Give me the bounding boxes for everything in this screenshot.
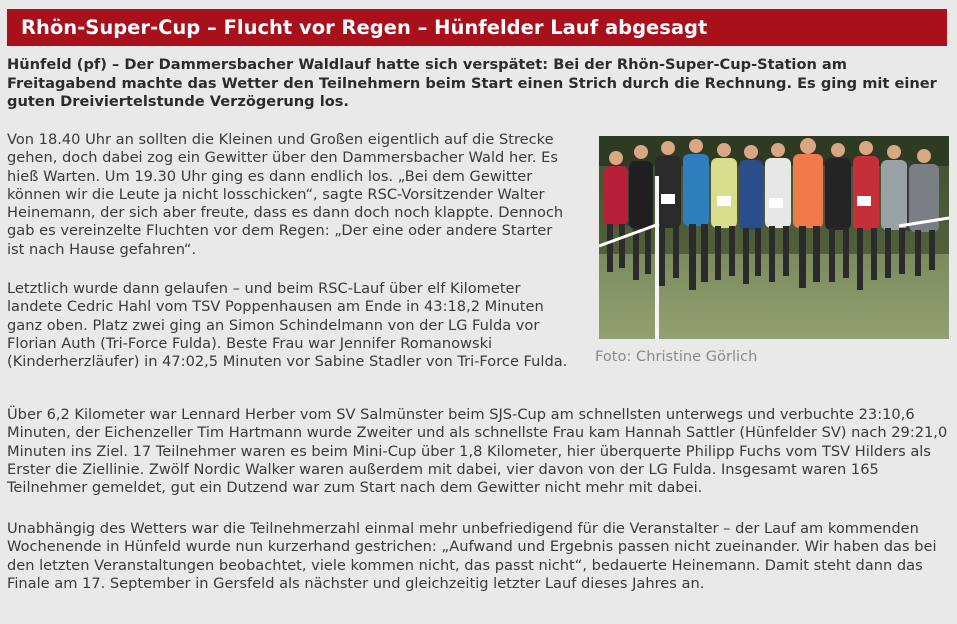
article-paragraph-4: Unabhängig des Wetters war die Teilnehmerzahl einmal mehr unbefriedigend für die Veranstalter – der Lauf am kommenden Wochenende in Hünfeld wurde nun kurzerhand gestrichen: „Aufwand und Ergebnis passen nicht zueinander. Wir haben das bei den letzten Veranstaltungen beobachtet, viele kommen nicht, das passt nicht“, bedauerte Heinemann. Damit steht dann das Finale am 17. September in Gersfeld als nächster und gleichzeitig letzter Lauf dieses Jahres an. [7, 520, 937, 592]
article-paragraph-2: Letztlich wurde dann gelaufen – und beim RSC-Lauf über elf Kilometer landete Cedric Hahl vom TSV Poppenhausen am Ende in 43:18,2 Minuten ganz oben. Platz zwei ging an Simon Schindelmann von der LG Fulda vor Florian Auth (Tri-Force Fulda). Beste Frau war Jennifer Romanowski (Kinderherzläufer) in 47:02,5 Minuten vor Sabine Stadler von Tri-Force Fulda. [7, 280, 568, 371]
article-paragraph-3: Über 6,2 Kilometer war Lennard Herber vom SV Salmünster beim SJS-Cup am schnellsten unterwegs und verbuchte 23:10,6 Minuten, der Eichenzeller Tim Hartmann wurde Zweiter und als schnellste Frau kam Hannah Sattler (Hünfelder SV) nach 29:21,0 Minuten ins Ziel. 17 Teilnehmer waren es beim Mini-Cup über 1,8 Kilometer, hier überquerte Philipp Fuchs vom TSV Hilders als Erster die Ziellinie. Zwölf Nordic Walker waren außerdem mit dabei, vier davon von der LG Fulda. Insgesamt waren 165 Teilnehmer gemeldet, gut ein Dutzend war zum Start nach dem Gewitter nicht mehr mit dabei. [7, 406, 948, 497]
photo-caption: Foto: Christine Görlich [595, 348, 758, 365]
article-paragraph-1: Von 18.40 Uhr an sollten die Kleinen und Großen eigentlich auf die Strecke gehen, doch dabei zog ein Gewitter über den Dammersbacher Wald her. Es hieß Warten. Um 19.30 Uhr ging es dann endlich los. „Bei dem Gewitter können wir die Leute ja nicht losschicken“, sagte RSC-Vorsitzender Walter Heinemann, der sich aber freute, dass es dann doch noch klappte. Dennoch gab es vereinzelte Fluchten vor dem Regen: „Der eine oder andere Starter ist nach Hause gefahren“. [7, 131, 564, 258]
article-headline: Rhön-Super-Cup – Flucht vor Regen – Hünfelder Lauf abgesagt [21, 16, 708, 39]
headline-bar [7, 9, 947, 46]
runners-photo-illustration [599, 136, 949, 339]
article-photo-runners [599, 136, 949, 339]
article-lead: Hünfeld (pf) – Der Dammersbacher Waldlauf hatte sich verspätet: Bei der Rhön-Super-Cup-Station am Freitagabend machte das Wetter den Teilnehmern beim Start einen Strich durch die Rechnung. Es ging mit einer guten Dreiviertelstunde Verzögerung los. [7, 56, 937, 110]
